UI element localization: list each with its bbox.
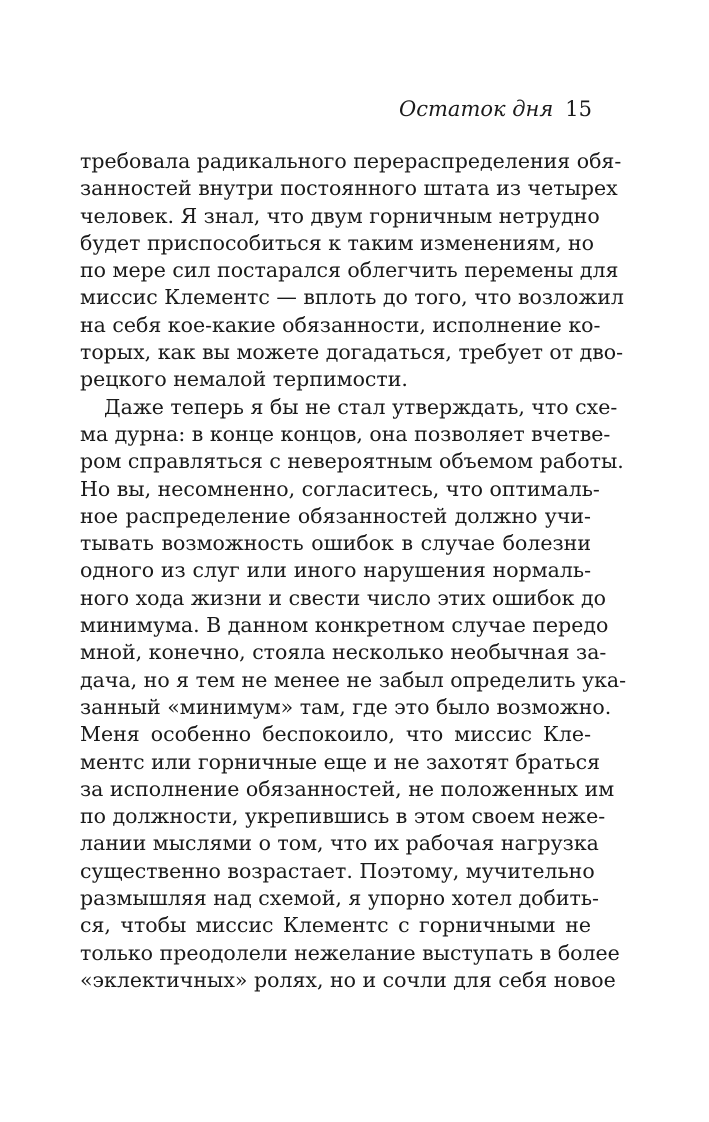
text-line: лании мыслями о том, что их рабочая нагрузка	[80, 831, 599, 856]
text-line: человек. Я знал, что двум горничным нетрудно	[80, 203, 600, 228]
page-number: 15	[565, 97, 592, 121]
text-line: ма дурна: в конце концов, она позволяет вчетве-	[80, 421, 611, 446]
running-header	[399, 96, 592, 122]
text-line: рецкого немалой терпимости.	[80, 367, 408, 392]
text-line: «эклектичных» ролях, но и сочли для себя новое	[80, 967, 616, 992]
text-line: по мере сил постарался облегчить перемены для	[80, 258, 619, 283]
body-text	[80, 148, 627, 994]
text-line: Меня особенно беспокоило, что миссис Кле-	[80, 722, 591, 747]
text-line: дача, но я тем не менее не забыл определить ука-	[80, 667, 627, 692]
text-line: по должности, укрепившись в этом своем неже-	[80, 804, 606, 829]
running-header-title: Остаток дня	[399, 97, 554, 121]
text-line: Но вы, несомненно, согласитесь, что оптималь-	[80, 476, 600, 501]
text-line: мной, конечно, стояла несколько необычная за-	[80, 640, 607, 665]
paragraph	[80, 394, 627, 995]
text-line: существенно возрастает. Поэтому, мучительно	[80, 858, 595, 883]
text-line: размышляя над схемой, я упорно хотел добить-	[80, 886, 599, 911]
text-line: занный «минимум» там, где это было возможно.	[80, 694, 612, 719]
text-line: ментс или горничные еще и не захотят браться	[80, 749, 601, 774]
text-line: только преодолели нежелание выступать в более	[80, 940, 620, 965]
text-line: ного хода жизни и свести число этих ошибок до	[80, 585, 606, 610]
text-line: одного из слуг или иного нарушения нормаль-	[80, 558, 591, 583]
text-line: минимума. В данном конкретном случае передо	[80, 613, 609, 638]
text-line: занностей внутри постоянного штата из четырех	[80, 176, 618, 201]
text-line: торых, как вы можете догадаться, требует от дво-	[80, 340, 624, 365]
text-line: тывать возможность ошибок в случае болезни	[80, 531, 591, 556]
text-line: будет приспособиться к таким изменениям, но	[80, 230, 595, 255]
text-line: требовала радикального перераспределения обя-	[80, 149, 622, 173]
text-line: ное распределение обязанностей должно учи-	[80, 503, 591, 528]
text-line: на себя кое-какие обязанности, исполнение ко-	[80, 312, 601, 337]
paragraph	[80, 148, 624, 394]
text-line: миссис Клементс — вплоть до того, что возложил	[80, 285, 624, 310]
text-line: ся, чтобы миссис Клементс с горничными не	[80, 913, 591, 938]
text-line: Даже теперь я бы не стал утверждать, что схе-	[104, 394, 618, 419]
text-line: за исполнение обязанностей, не положенных им	[80, 776, 615, 801]
text-line: ром справляться с невероятным объемом работы.	[80, 449, 624, 474]
